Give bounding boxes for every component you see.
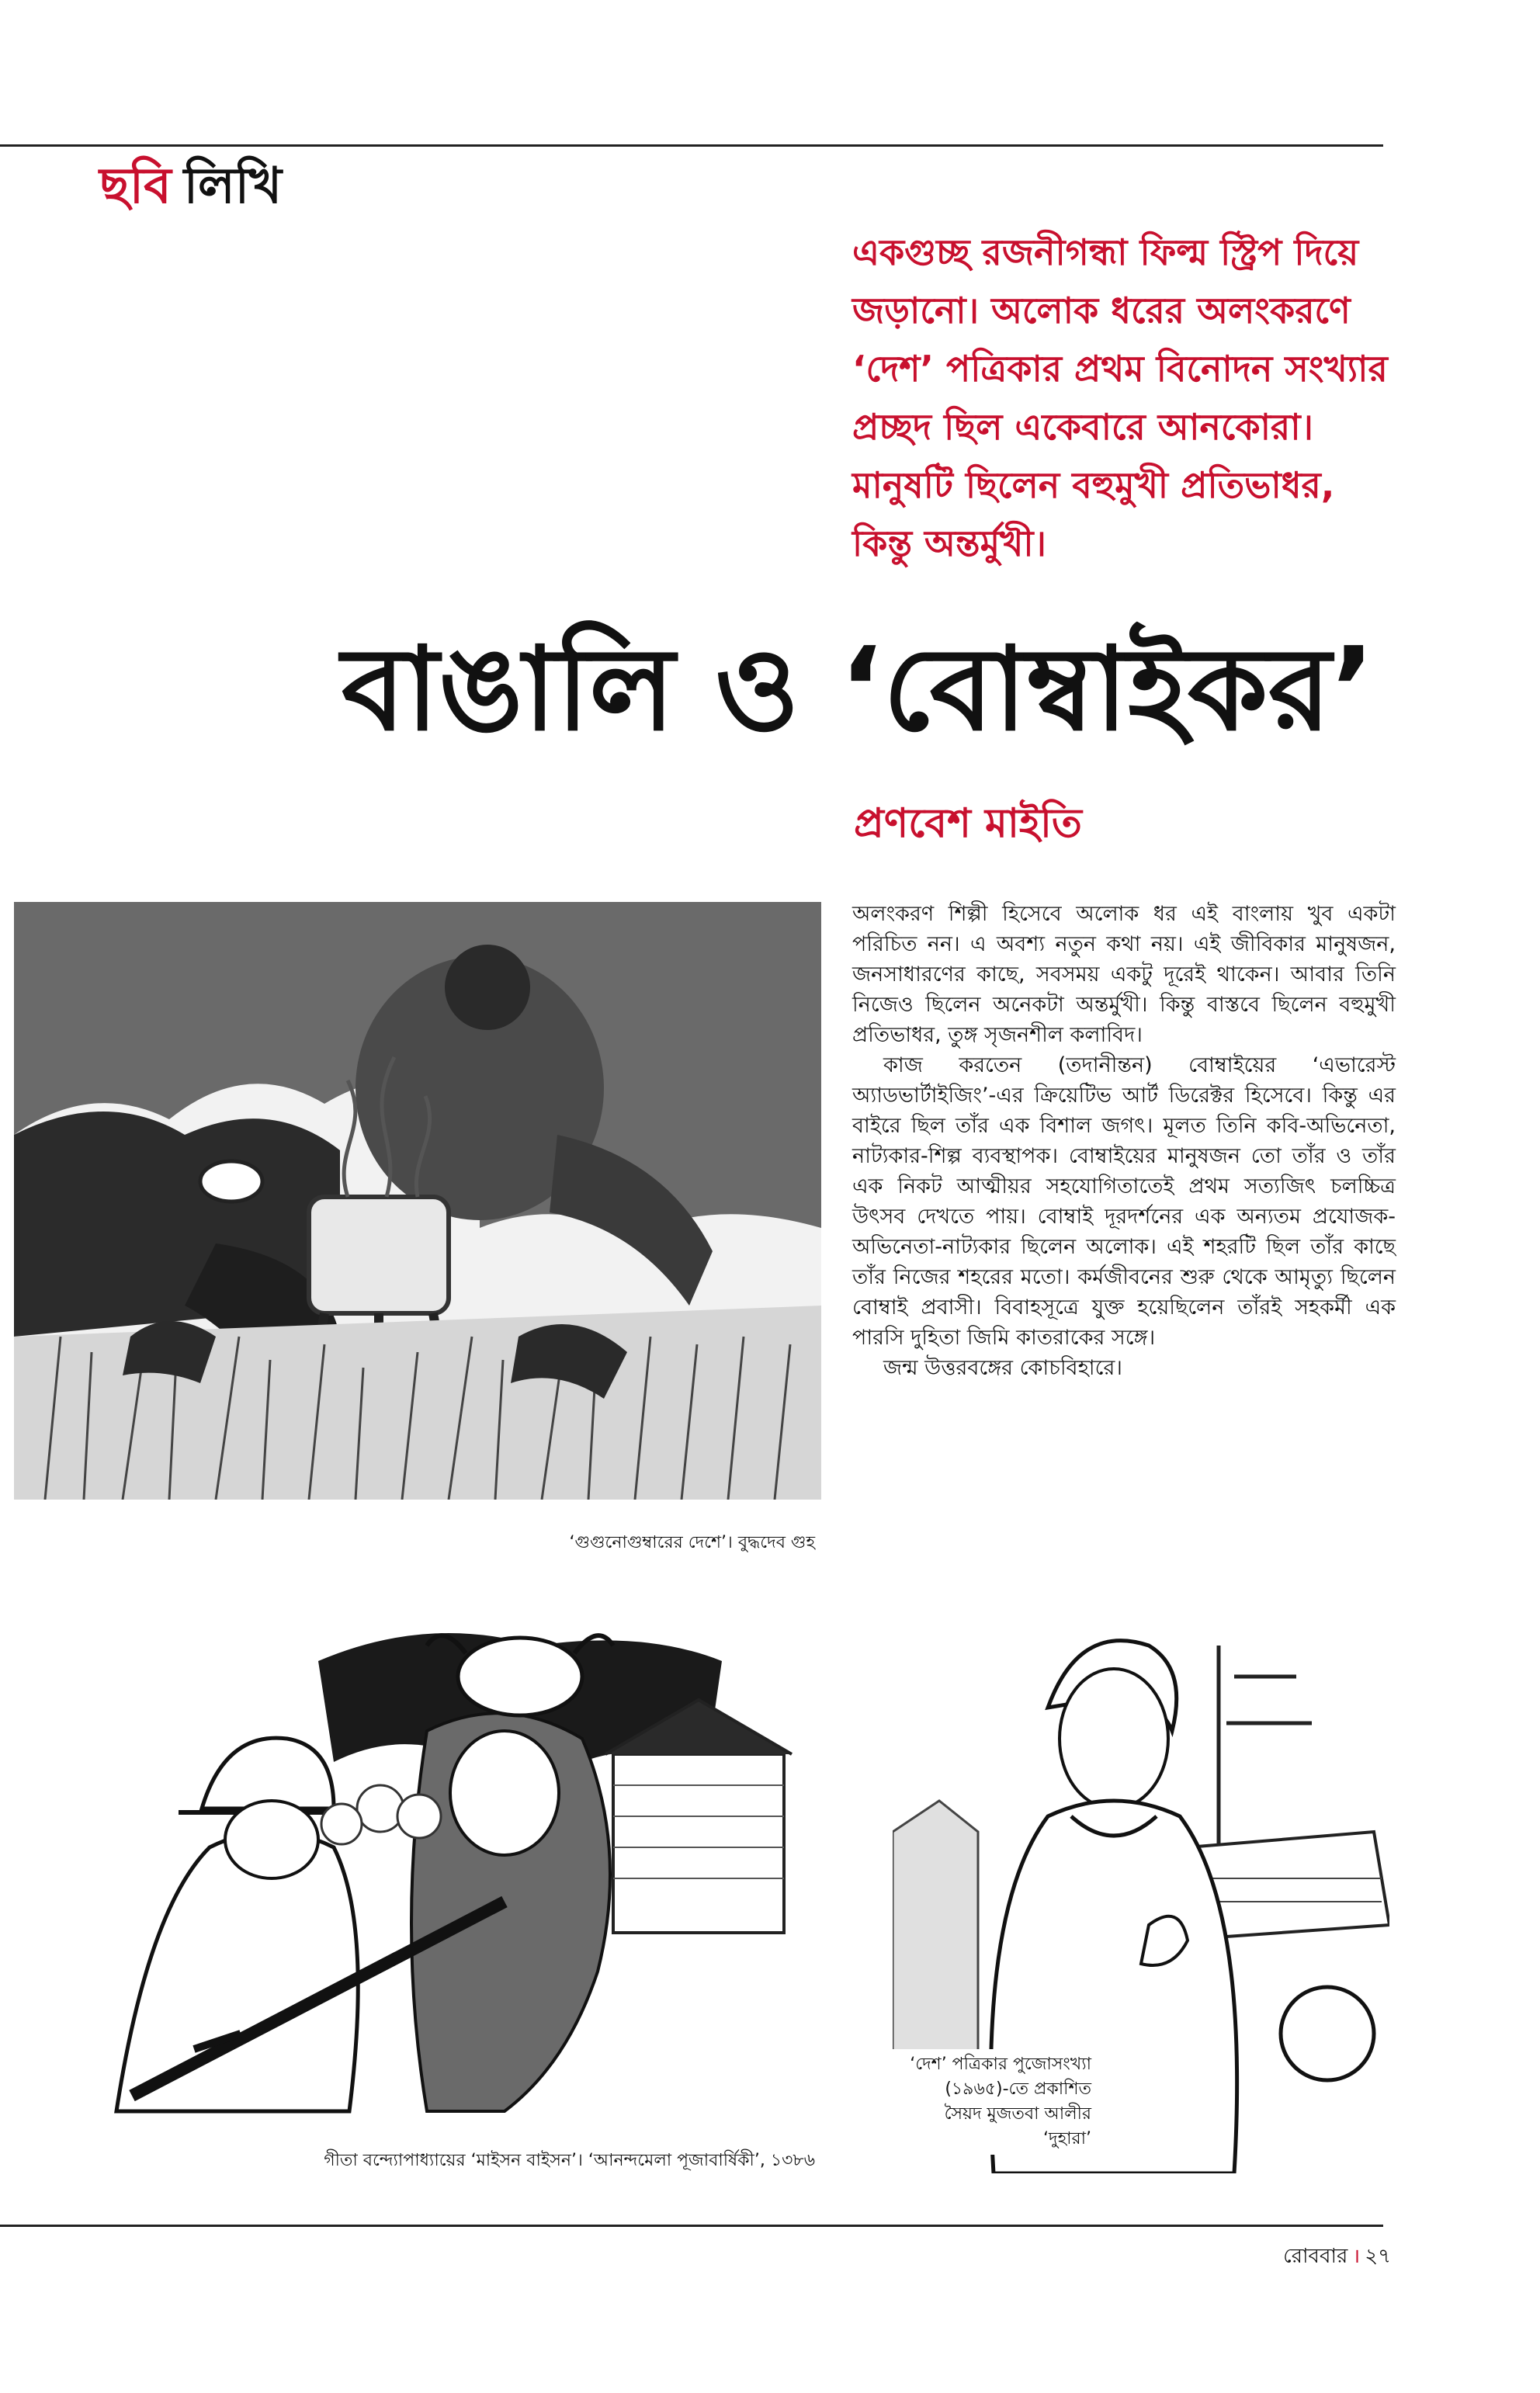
caption-fig3-line-1: ‘দেশ’ পত্রিকার পুজোসংখ্যা	[910, 2055, 1091, 2074]
footer-separator: ।	[1352, 2245, 1361, 2268]
footer-publication: রোববার	[1283, 2245, 1348, 2268]
caption-fig3-line-3: সৈয়দ মুজতবা আলীর	[944, 2104, 1091, 2124]
footer-page-number: ২৭	[1365, 2245, 1391, 2268]
caption-fig3-line-2: (১৯৬৫)-তে প্রকাশিত	[945, 2079, 1091, 2099]
top-rule	[0, 144, 1383, 147]
bottom-rule	[0, 2225, 1383, 2227]
section-label	[99, 159, 282, 213]
campfire-illustration	[14, 902, 821, 1500]
article-body	[852, 899, 1396, 1383]
body-paragraph-1: অলংকরণ শিল্পী হিসেবে অলোক ধর এই বাংলায় খুব একটা পরিচিত নন। এ অবশ্য নতুন কথা নয়। এই জীবিকার মানুষজন, জনসাধারণের কাছে, সবসময় একটু দূরেই থাকেন। আবার তিনি নিজেও ছিলেন অনেকটা অন্তর্মুখী। কিন্তু বাস্তবে ছিলেন বহুমুখী প্রতিভাধর, তুঙ্গ সৃজনশীল কলাবিদ।	[852, 902, 1396, 1047]
standfirst: একগুচ্ছ রজনীগন্ধা ফিল্ম স্ট্রিপ দিয়ে জড়ানো। অলোক ধরের অলংকরণে ‘দেশ’ পত্রিকার প্রথম বিনোদন সংখ্যার প্রচ্ছদ ছিল একেবারে আনকোরা। মানুষটি ছিলেন বহুমুখী প্রতিভাধর, কিন্তু অন্তর্মুখী।	[852, 231, 1388, 564]
body-paragraph-3: জন্ম উত্তরবঙ্গের কোচবিহারে।	[883, 1356, 1122, 1380]
page-footer	[1283, 2240, 1391, 2274]
byline: প্রণবেশ মাইতি	[854, 800, 1082, 847]
caption-fig3	[893, 2049, 1096, 2155]
caption-fig2: গীতা বন্দ্যোপাধ্যায়ের ‘মাইসন বাইসন’। ‘আনন্দমেলা পূজাবার্ষিকী’, ১৩৮৬	[324, 2151, 815, 2170]
bison-illustration	[101, 1614, 823, 2127]
caption-fig3-line-4: ‘দুহারা’	[1043, 2129, 1091, 2148]
section-label-red: ছবি	[99, 158, 172, 215]
headline: বাঙালি ও ‘বোম্বাইকর’	[342, 623, 1375, 756]
caption-fig1: ‘গুগুনোগুম্বারের দেশে’। বুদ্ধদেব গুহ	[569, 1533, 815, 1552]
body-paragraph-2: কাজ করতেন (তদানীন্তন) বোম্বাইয়ের ‘এভারেস্ট অ্যাডভার্টাইজিং’-এর ক্রিয়েটিভ আর্ট ডিরেক্টর হিসেবে। কিন্তু এর বাইরে ছিল তাঁর এক বিশাল জগৎ। মূলত তিনি কবি-অভিনেতা, নাট্যকার-শিল্প ব্যবস্থাপক। বোম্বাইয়ের মানুষজন তো তাঁর ও তাঁর এক নিকট আত্মীয়র সহযোগিতাতেই প্রথম সত্যজিৎ চলচ্চিত্র উৎসব দেখতে পায়। বোম্বাই দূরদর্শনের এক অন্যতম প্রযোজক-অভিনেতা-নাট্যকার ছিলেন অলোক। এই শহরটি ছিল তাঁর কাছে তাঁর নিজের শহরের মতো। কর্মজীবনের শুরু থেকে আমৃত্যু ছিলেন বোম্বাই প্রবাসী। বিবাহসূত্রে যুক্ত হয়েছিলেন তাঁরই সহকর্মী এক পারসি দুহিতা জিমি কাতরাকের সঙ্গে।	[852, 1053, 1396, 1350]
section-label-black: লিখি	[183, 158, 283, 215]
